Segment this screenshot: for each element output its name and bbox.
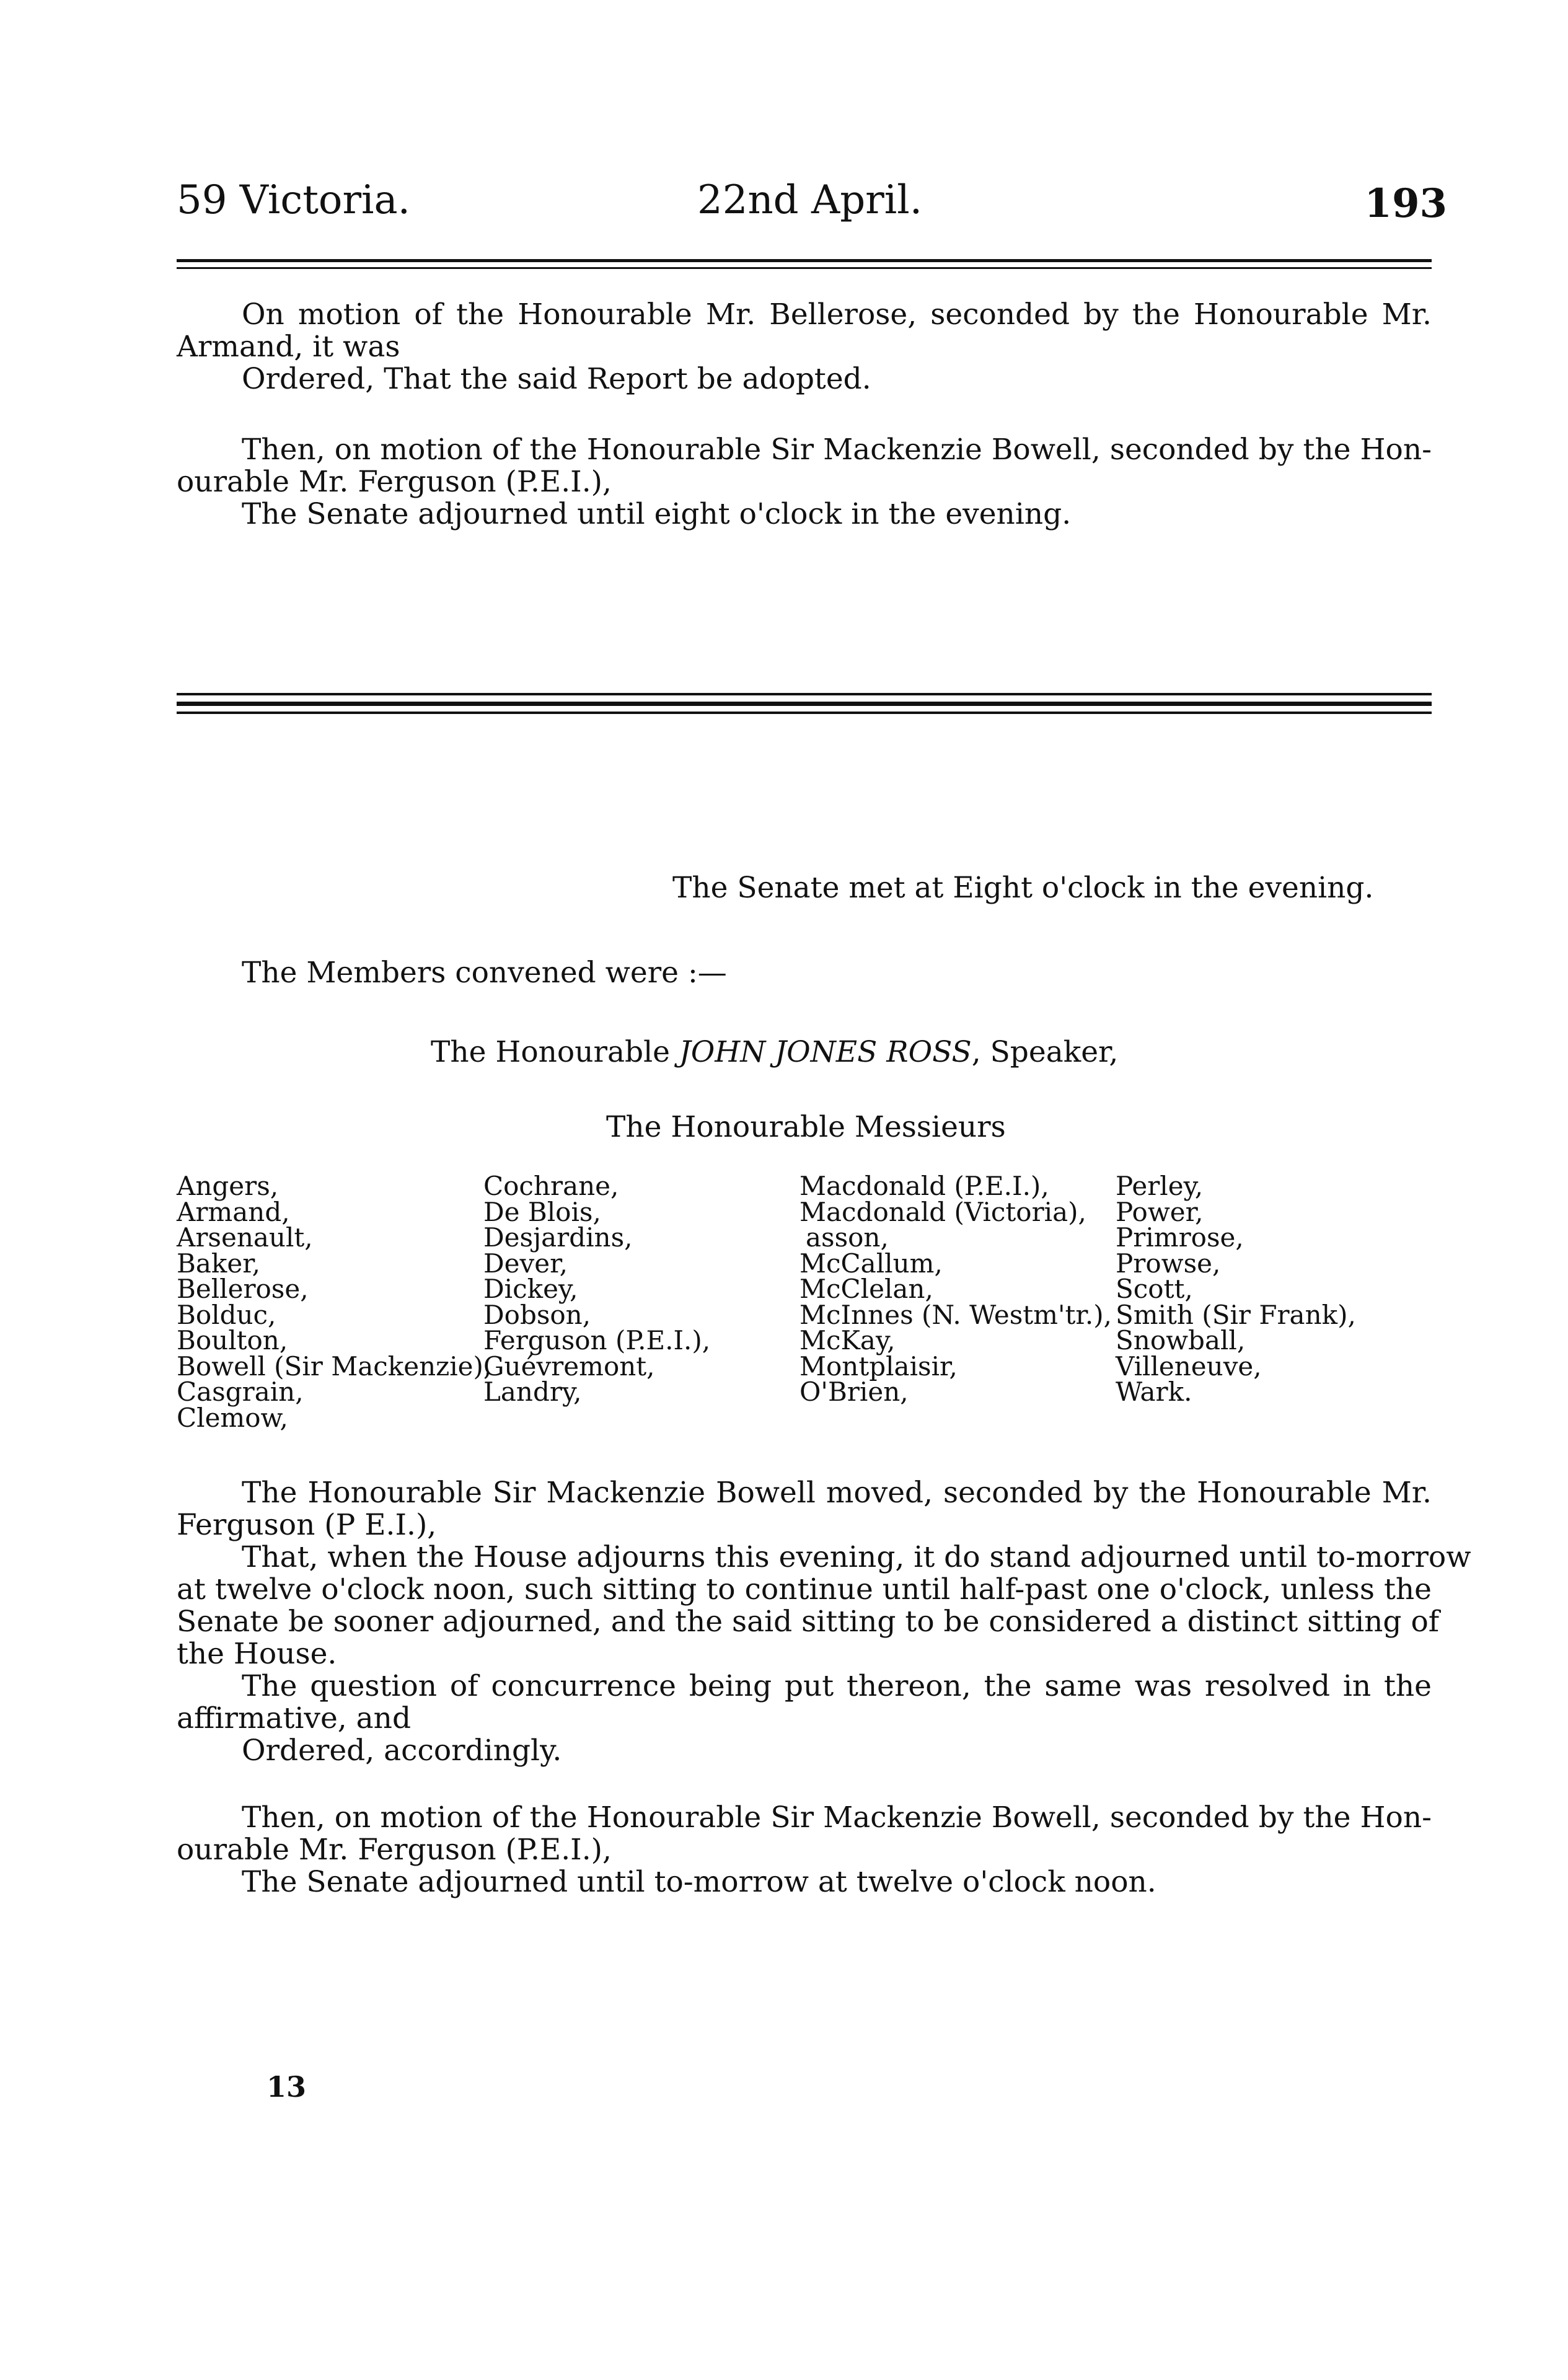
- member-name: Bowell (Sir Mackenzie),: [177, 1351, 492, 1382]
- session-label: 59 Victoria.: [177, 177, 410, 223]
- members-column-2: [483, 1173, 710, 1405]
- members-column-3: [799, 1173, 1112, 1405]
- member-name: McKay,: [799, 1325, 896, 1355]
- member-name: Landry,: [483, 1377, 582, 1407]
- member-name: Villeneuve,: [1116, 1351, 1262, 1382]
- member-name: Bellerose,: [177, 1274, 309, 1304]
- text-line: That, when the House adjourns this evening, it do stand adjourned until to-morrow: [242, 1540, 1471, 1574]
- speaker-line: [431, 1036, 1118, 1069]
- member-name: Guévremont,: [483, 1351, 655, 1382]
- member-name: Wark.: [1116, 1377, 1192, 1407]
- page-number: 193: [1364, 180, 1447, 227]
- text-line: Then, on motion of the Honourable Sir Mackenzie Bowell, seconded by the Hon-: [242, 433, 1432, 467]
- bowell-motion-paragraph: [177, 1476, 1471, 1768]
- member-name: Perley,: [1116, 1171, 1204, 1201]
- text-line: affirmative, and: [177, 1701, 412, 1735]
- speaker-prefix: The Honourable: [431, 1035, 670, 1069]
- members-convened-line: The Members convened were :—: [242, 956, 727, 990]
- member-name: Clemow,: [177, 1402, 288, 1433]
- member-name: Dobson,: [483, 1299, 591, 1330]
- member-name: Power,: [1116, 1196, 1204, 1227]
- ordered-line: Ordered, accordingly.: [242, 1734, 562, 1768]
- adjournment-paragraph-2: [177, 1802, 1432, 1898]
- member-name: Prowse,: [1116, 1248, 1221, 1279]
- speaker-name: JOHN JONES ROSS: [679, 1035, 972, 1069]
- adjournment-paragraph-1: [177, 434, 1432, 531]
- member-name: Scott,: [1116, 1274, 1193, 1304]
- member-name: Ferguson (P.E.I.),: [483, 1325, 711, 1355]
- speaker-suffix: , Speaker,: [971, 1035, 1119, 1069]
- member-name: De Blois,: [483, 1196, 601, 1227]
- member-name: Macdonald (Victoria),: [799, 1196, 1086, 1227]
- text-line: the House.: [177, 1637, 337, 1671]
- motion-paragraph-bellerose: [177, 299, 1432, 395]
- member-name: Cochrane,: [483, 1171, 619, 1201]
- member-name: Desjardins,: [483, 1222, 633, 1253]
- member-name: Smith (Sir Frank),: [1116, 1299, 1356, 1330]
- adjourned-line: The Senate adjourned until eight o'clock in the evening.: [242, 497, 1072, 531]
- member-name: Baker,: [177, 1248, 261, 1279]
- text-line: ourable Mr. Ferguson (P.E.I.),: [177, 465, 612, 499]
- member-name: Casgrain,: [177, 1377, 304, 1407]
- member-name: Snowball,: [1116, 1325, 1246, 1355]
- date-label: 22nd April.: [697, 177, 923, 223]
- member-name: McInnes (N. Westm'tr.),: [799, 1299, 1112, 1330]
- member-name: asson,: [806, 1222, 889, 1253]
- members-column-4: [1116, 1173, 1356, 1405]
- member-name: Montplaisir,: [799, 1351, 958, 1382]
- ordered-line: Ordered, That the said Report be adopted.: [242, 362, 871, 396]
- member-name: Armand,: [177, 1196, 290, 1227]
- senate-met-line: The Senate met at Eight o'clock in the evening.: [672, 871, 1374, 905]
- member-name: McClelan,: [799, 1274, 933, 1304]
- text-line: Senate be sooner adjourned, and the said sitting to be considered a distinct sitting of: [177, 1605, 1440, 1639]
- text-line: The question of concurrence being put thereon, the same was resolved in the: [242, 1669, 1432, 1703]
- text-line: Ferguson (P E.I.),: [177, 1508, 437, 1542]
- member-name: Arsenault,: [177, 1222, 313, 1253]
- running-head: [177, 172, 1447, 228]
- member-name: Primrose,: [1116, 1222, 1244, 1253]
- member-name: Boulton,: [177, 1325, 288, 1355]
- section-divider: [177, 693, 1432, 714]
- member-name: Dickey,: [483, 1274, 578, 1304]
- member-name: Dever,: [483, 1248, 568, 1279]
- text-line: Armand, it was: [177, 330, 400, 364]
- header-rule: [177, 259, 1432, 268]
- text-line: On motion of the Honourable Mr. Bellerose, seconded by the Honourable Mr.: [242, 298, 1432, 332]
- text-line: Then, on motion of the Honourable Sir Mackenzie Bowell, seconded by the Hon-: [242, 1800, 1432, 1835]
- member-name: Angers,: [177, 1171, 279, 1201]
- member-name: O'Brien,: [799, 1377, 909, 1407]
- text-line: at twelve o'clock noon, such sitting to continue until half-past one o'clock, unless the: [177, 1572, 1432, 1606]
- members-column-1: [177, 1171, 492, 1433]
- adjourned-line: The Senate adjourned until to-morrow at twelve o'clock noon.: [242, 1865, 1156, 1899]
- signature-mark: 13: [266, 2070, 307, 2104]
- text-line: The Honourable Sir Mackenzie Bowell moved, seconded by the Honourable Mr.: [242, 1476, 1432, 1510]
- text-line: ourable Mr. Ferguson (P.E.I.),: [177, 1833, 612, 1867]
- messieurs-heading: The Honourable Messieurs: [606, 1110, 1006, 1144]
- member-name: Bolduc,: [177, 1299, 276, 1330]
- member-name: McCallum,: [799, 1248, 943, 1279]
- member-name: Macdonald (P.E.I.),: [799, 1171, 1049, 1201]
